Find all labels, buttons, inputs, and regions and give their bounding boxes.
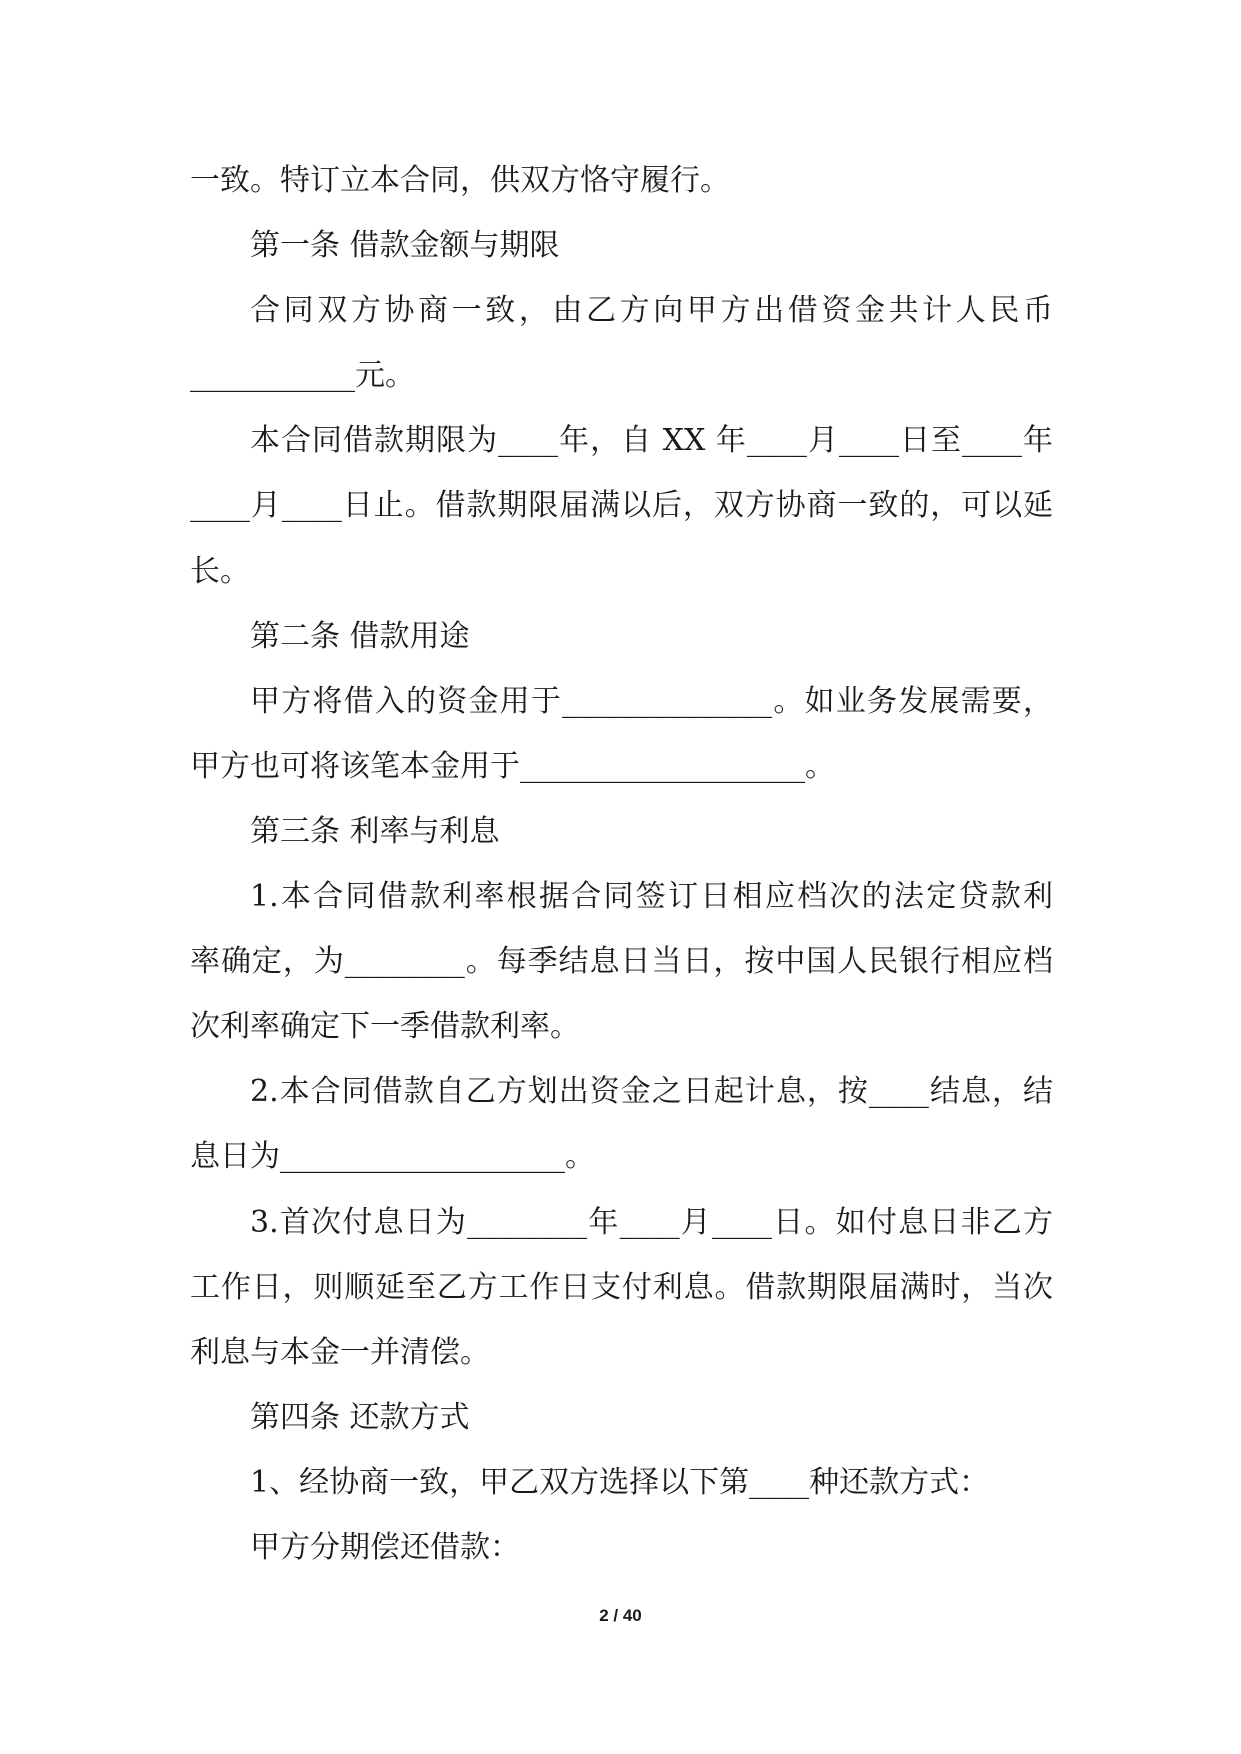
body-text <box>190 148 1053 1580</box>
text-line: ___________元。 <box>190 358 415 394</box>
text-line: 次利率确定下一季借款利率。 <box>190 1009 580 1045</box>
text-line: 3.首次付息日为________年____月____日。如付息日非乙方 <box>250 1204 1053 1240</box>
text-line: 1、经协商一致，甲乙双方选择以下第____种还款方式： <box>250 1464 990 1500</box>
text-line: 本合同借款期限为____年，自 XX 年____月____日至____年 <box>250 423 1053 459</box>
article-heading: 第三条 利率与利息 <box>250 813 500 849</box>
text-line: 1.本合同借款利率根据合同签订日相应档次的法定贷款利 <box>250 879 1053 915</box>
text-line: 甲方也可将该笔本金用于___________________。 <box>190 748 835 784</box>
text-line: 2.本合同借款自乙方划出资金之日起计息，按____结息，结 <box>250 1074 1053 1110</box>
text-line: 工作日，则顺延至乙方工作日支付利息。借款期限届满时，当次 <box>190 1269 1053 1305</box>
text-line: 甲方分期偿还借款： <box>250 1529 520 1565</box>
text-line: ____月____日止。借款期限届满以后，双方协商一致的，可以延 <box>190 488 1053 524</box>
text-line: 甲方将借入的资金用于______________。如业务发展需要， <box>250 683 1053 719</box>
article-heading: 第二条 借款用途 <box>250 618 470 654</box>
article-heading: 第一条 借款金额与期限 <box>250 228 560 264</box>
text-line: 息日为___________________。 <box>190 1139 595 1175</box>
text-line: 一致。特订立本合同，供双方恪守履行。 <box>190 163 730 198</box>
text-line: 合同双方协商一致，由乙方向甲方出借资金共计人民币 <box>250 293 1053 329</box>
text-line: 利息与本金一并清偿。 <box>190 1334 490 1370</box>
article-heading: 第四条 还款方式 <box>250 1399 470 1435</box>
text-line: 长。 <box>190 553 250 589</box>
page-number: 2 / 40 <box>599 1606 642 1625</box>
text-line: 率确定，为________。每季结息日当日，按中国人民银行相应档 <box>190 944 1053 980</box>
